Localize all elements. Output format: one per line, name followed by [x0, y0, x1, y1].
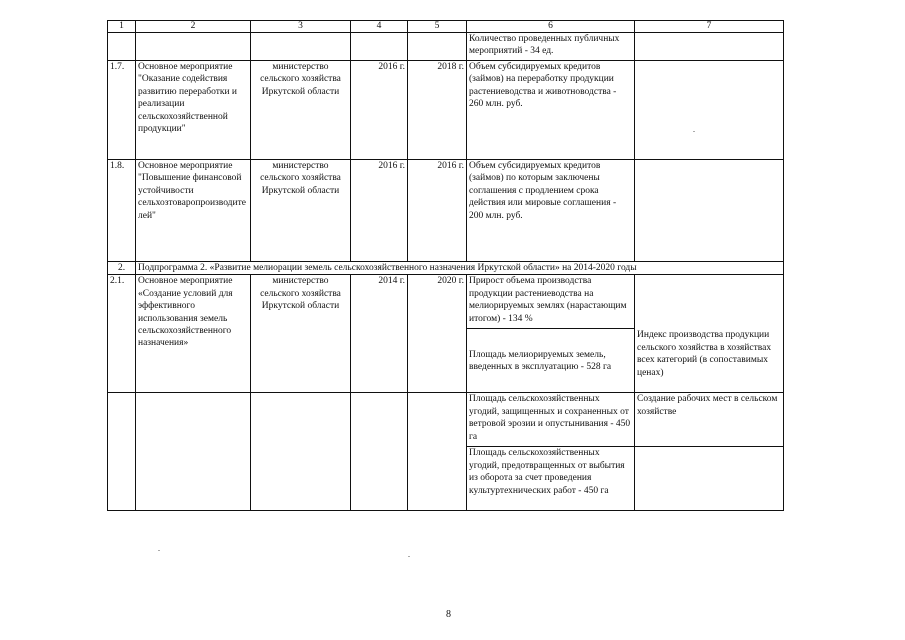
scan-speck: [158, 550, 160, 551]
row-number: 1.7.: [108, 61, 136, 160]
subprogram-row: [108, 262, 784, 275]
scan-speck: [693, 131, 695, 132]
result-cell: Площадь сельскохозяйственных угодий, защищенных и сохраненных от ветровой эрозии и опустынивания - 450 га: [467, 393, 635, 447]
table-row: [108, 393, 784, 447]
executor: министерство сельского хозяйства Иркутской области: [251, 61, 351, 160]
page-number: 8: [446, 609, 451, 620]
program-table: [107, 20, 784, 511]
start-year: 2016 г.: [351, 160, 408, 262]
result-cell: Объем субсидируемых кредитов (займов) на переработку продукции растениеводства и животноводства - 260 млн. руб.: [467, 61, 635, 160]
measure-name: Основное мероприятие "Повышение финансовой устойчивости сельхозтоваропроизводителей": [136, 160, 251, 262]
subprogram-title: Подпрограмма 2. «Развитие мелиорации земель сельскохозяйственного назначения Иркутской области» на 2014-2020 годы: [136, 262, 784, 275]
measure-name: Основное мероприятие "Оказание содействия развитию переработки и реализации сельскохозяйственной продукции": [136, 61, 251, 160]
start-year: 2016 г.: [351, 61, 408, 160]
scan-speck: [408, 556, 410, 557]
end-year: 2020 г.: [408, 275, 467, 393]
result-cell: Площадь сельскохозяйственных угодий, предотвращенных от выбытия из оборота за счет проведения культуртехнических работ - 450 га: [467, 447, 635, 511]
result-cell: Количество проведенных публичных мероприятий - 34 ед.: [467, 33, 635, 61]
executor: министерство сельского хозяйства Иркутской области: [251, 275, 351, 393]
row-number: 2.1.: [108, 275, 136, 393]
header-cell: 1: [108, 21, 136, 33]
row-number: 2.: [108, 262, 136, 275]
header-cell: 2: [136, 21, 251, 33]
result-cell: Площадь мелиорируемых земель, введенных в эксплуатацию - 528 га: [467, 329, 635, 393]
row-number: 1.8.: [108, 160, 136, 262]
header-cell: 3: [251, 21, 351, 33]
header-cell: 6: [467, 21, 635, 33]
end-year: 2016 г.: [408, 160, 467, 262]
header-cell: 5: [408, 21, 467, 33]
result-cell: Прирост объема производства продукции растениеводства на мелиорируемых землях (нарастающим итогом) - 134 %: [467, 275, 635, 329]
measure-name: Основное мероприятие «Создание условий для эффективного использования земель сельскохозяйственного назначения»: [136, 275, 251, 393]
executor: министерство сельского хозяйства Иркутской области: [251, 160, 351, 262]
table-row: [108, 160, 784, 262]
table-row: [108, 275, 784, 329]
indicator-cell: Индекс производства продукции сельского хозяйства в хозяйствах всех категорий (в сопоставимых ценах): [635, 275, 784, 393]
indicator-cell: Создание рабочих мест в сельском хозяйстве: [635, 393, 784, 447]
end-year: 2018 г.: [408, 61, 467, 160]
header-cell: 4: [351, 21, 408, 33]
start-year: 2014 г.: [351, 275, 408, 393]
table-row: [108, 33, 784, 61]
table-row: [108, 61, 784, 160]
header-cell: 7: [635, 21, 784, 33]
header-row: [108, 21, 784, 33]
result-cell: Объем субсидируемых кредитов (займов) по которым заключены соглашения с продлением срока действия или мировые соглашения - 200 млн. руб.: [467, 160, 635, 262]
